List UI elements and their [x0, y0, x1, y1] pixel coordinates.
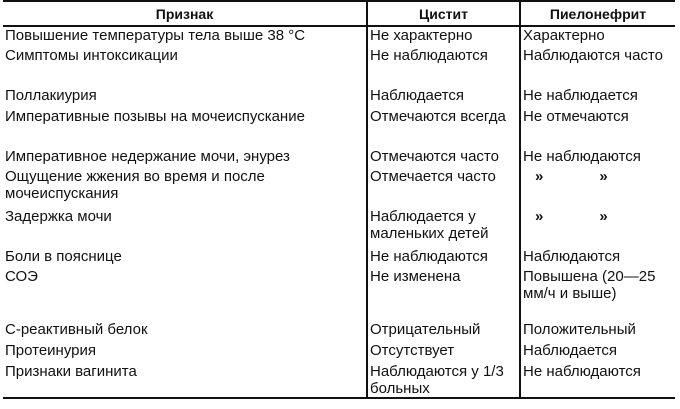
- cell-sign: Боли в пояснице: [5, 248, 122, 265]
- cell-cystitis: Отрицательный: [367, 321, 520, 342]
- cell-cystitis: Отмечаются всегда: [367, 108, 520, 148]
- cell-pyelonephritis: Наблюдается: [520, 342, 675, 363]
- header-pyelonephritis: Пиелонефрит: [520, 1, 675, 26]
- cell-sign: Императивные позывы на мочеиспускание: [5, 108, 305, 125]
- cell-sign: Признаки вагинита: [3, 363, 367, 398]
- cell-sign: Протеинурия: [5, 342, 97, 359]
- cell-pyelonephritis: Наблюдаются часто: [520, 47, 675, 87]
- cell-cystitis: Не наблюдаются: [367, 248, 520, 268]
- cell-sign: СОЭ: [5, 268, 38, 285]
- cell-pyelonephritis: Наблюдаются: [520, 248, 675, 268]
- table-header: [3, 1, 675, 26]
- table-row: [3, 47, 675, 87]
- cell-sign: Симптомы интоксикации: [5, 47, 178, 64]
- ditto-marks: » »: [535, 168, 608, 185]
- cell-cystitis: Наблюдается: [367, 87, 520, 108]
- cell-pyelonephritis: Повышена (20—25 мм/ч и выше): [520, 268, 675, 321]
- table-row: [3, 363, 675, 398]
- cell-pyelonephritis: Положительный: [520, 321, 675, 342]
- header-sign: Признак: [3, 1, 367, 26]
- cell-cystitis: Наблюдается у маленьких детей: [367, 208, 520, 248]
- cell-sign: Императивное недержание мочи, энурез: [5, 148, 290, 165]
- table-row: [3, 87, 675, 108]
- cell-pyelonephritis: Характерно: [520, 26, 675, 47]
- cell-pyelonephritis: Не наблюдаются: [520, 148, 675, 168]
- table-row: [3, 208, 675, 248]
- cell-pyelonephritis: Не наблюдаются: [520, 363, 675, 398]
- cell-sign: Поллакиурия: [5, 87, 97, 104]
- header-cystitis: Цистит: [367, 1, 520, 26]
- table-row: [3, 26, 675, 47]
- cell-cystitis: Наблюдаются у 1/3 больных: [367, 363, 520, 398]
- cell-cystitis: Отсутствует: [367, 342, 520, 363]
- table-row: [3, 342, 675, 363]
- table-row: [3, 168, 675, 208]
- cell-pyelonephritis: [520, 168, 675, 208]
- cell-cystitis: Отмечаются часто: [367, 148, 520, 168]
- cell-cystitis: Не характерно: [367, 26, 520, 47]
- cell-sign: Ощущение жжения во время и после мочеиспускания: [5, 168, 265, 202]
- comparison-table: [3, 0, 675, 399]
- cell-sign: Повышение температуры тела выше 38 °С: [5, 27, 306, 44]
- cell-pyelonephritis: Не наблюдается: [520, 87, 675, 108]
- ditto-marks: » »: [535, 208, 608, 225]
- cell-pyelonephritis: Не отмечаются: [520, 108, 675, 148]
- cell-sign: С-реактивный белок: [5, 321, 148, 338]
- table-row: [3, 248, 675, 268]
- cell-sign: Задержка мочи: [5, 208, 112, 225]
- cell-cystitis: Отмечается часто: [367, 168, 520, 208]
- cell-cystitis: Не наблюдаются: [367, 47, 520, 87]
- table-row: [3, 148, 675, 168]
- header-row: [3, 1, 675, 26]
- table-body: [3, 26, 675, 398]
- table-row: [3, 321, 675, 342]
- table-row: [3, 108, 675, 148]
- cell-cystitis: Не изменена: [367, 268, 520, 321]
- table-row: [3, 268, 675, 321]
- cell-pyelonephritis: [520, 208, 675, 248]
